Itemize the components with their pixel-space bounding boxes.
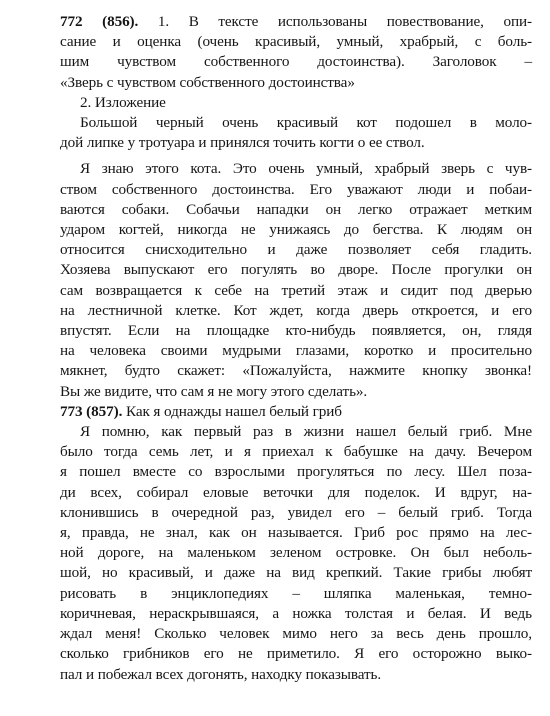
task-773-line: клонившись в очередной раз, увидел его – белый гриб. Тогда xyxy=(60,503,532,521)
task-773-line: я, правда, не знал, как он называется. Гриб рос прямо на лес- xyxy=(60,524,532,542)
task-772-text-line: 1. В тексте использованы повествование, опи- xyxy=(157,13,532,30)
story-line: ваются собаки. Собачьи нападки он легко отражает метким xyxy=(60,200,532,218)
task-773-number: 773 (857). xyxy=(60,402,123,420)
intro-paragraph-line: дой липке у тротуара и принялся точить когти о ее ствол. xyxy=(60,134,425,152)
task-773-line: ждал меня! Сколько человек мимо него за весь день прошло, xyxy=(60,625,532,643)
task-772-line-1 xyxy=(60,12,532,32)
story-line: Вы же видите, что сам я не могу этого сделать». xyxy=(60,382,368,400)
intro-paragraph-line: Большой черный очень красивый кот подошел в моло- xyxy=(80,114,532,132)
task-772-text-line: «Зверь с чувством собственного достоинства» xyxy=(60,73,355,91)
task-773-title: Как я однажды нашел белый гриб xyxy=(125,402,342,420)
task-773-line: коричневая, нераскрывшаяся, а ножка толстая и белая. И ведь xyxy=(60,604,532,622)
story-line: относится снисходительно и даже позволяет себя гладить. xyxy=(60,241,532,259)
story-line: на человека своими мудрыми глазами, коротко и просительно xyxy=(60,342,532,360)
textbook-page xyxy=(60,12,532,685)
story-line: мякнет, будто скажет: «Пожалуйста, нажмите кнопку звонка! xyxy=(60,362,532,380)
story-line: впустят. Если на площадке кто-нибудь появляется, он, глядя xyxy=(60,322,532,340)
task-773-line: пал и побежал всех догонять, находку показывать. xyxy=(60,665,382,683)
story-line: ством собственного достоинства. Его уважают люди и побаи- xyxy=(60,180,532,198)
task-772-number: 772 (856). xyxy=(60,13,139,30)
story-line: на лестничной клетке. Кот ждет, когда дверь откроется, и его xyxy=(60,301,532,319)
task-772-text-line: сание и оценка (очень красивый, умный, храбрый, с боль- xyxy=(60,33,532,51)
story-line: ударом когтей, никогда не унижаясь до бегства. К людям он xyxy=(60,221,532,239)
task-773-line: Я помню, как первый раз в жизни нашел белый гриб. Мне xyxy=(80,423,532,441)
story-line: Хозяева выпускают его погулять во дворе. После прогулки он xyxy=(60,261,532,279)
part-2-heading: 2. Изложение xyxy=(80,93,166,111)
task-773-line: я пошел вместе со взрослыми прогуляться по лесу. Шел поза- xyxy=(60,463,532,481)
task-773-line: ди всех, собирал еловые веточки для поделок. И вдруг, на- xyxy=(60,483,532,501)
task-773-line: рисовать в энциклопедиях – шляпка маленькая, темно- xyxy=(60,584,532,602)
story-line: Я знаю этого кота. Это очень умный, храбрый зверь с чув- xyxy=(80,160,532,178)
task-773-line: было тогда семь лет, и я приехал к бабушке на дачу. Вечером xyxy=(60,443,532,461)
task-773-heading xyxy=(60,402,532,422)
task-773-line: ной дороге, на маленьком зеленом островке. Он был неболь- xyxy=(60,544,532,562)
task-773-line: шой, но красивый, и даже на вид крепкий. Такие грибы любят xyxy=(60,564,532,582)
task-773-line: сколько грибников его не приметило. Я его осторожно выко- xyxy=(60,645,532,663)
story-line: сам возвращается к себе на третий этаж и сидит под дверью xyxy=(60,281,532,299)
task-772-text-line: шим чувством собственного достоинства). Заголовок – xyxy=(60,53,532,71)
